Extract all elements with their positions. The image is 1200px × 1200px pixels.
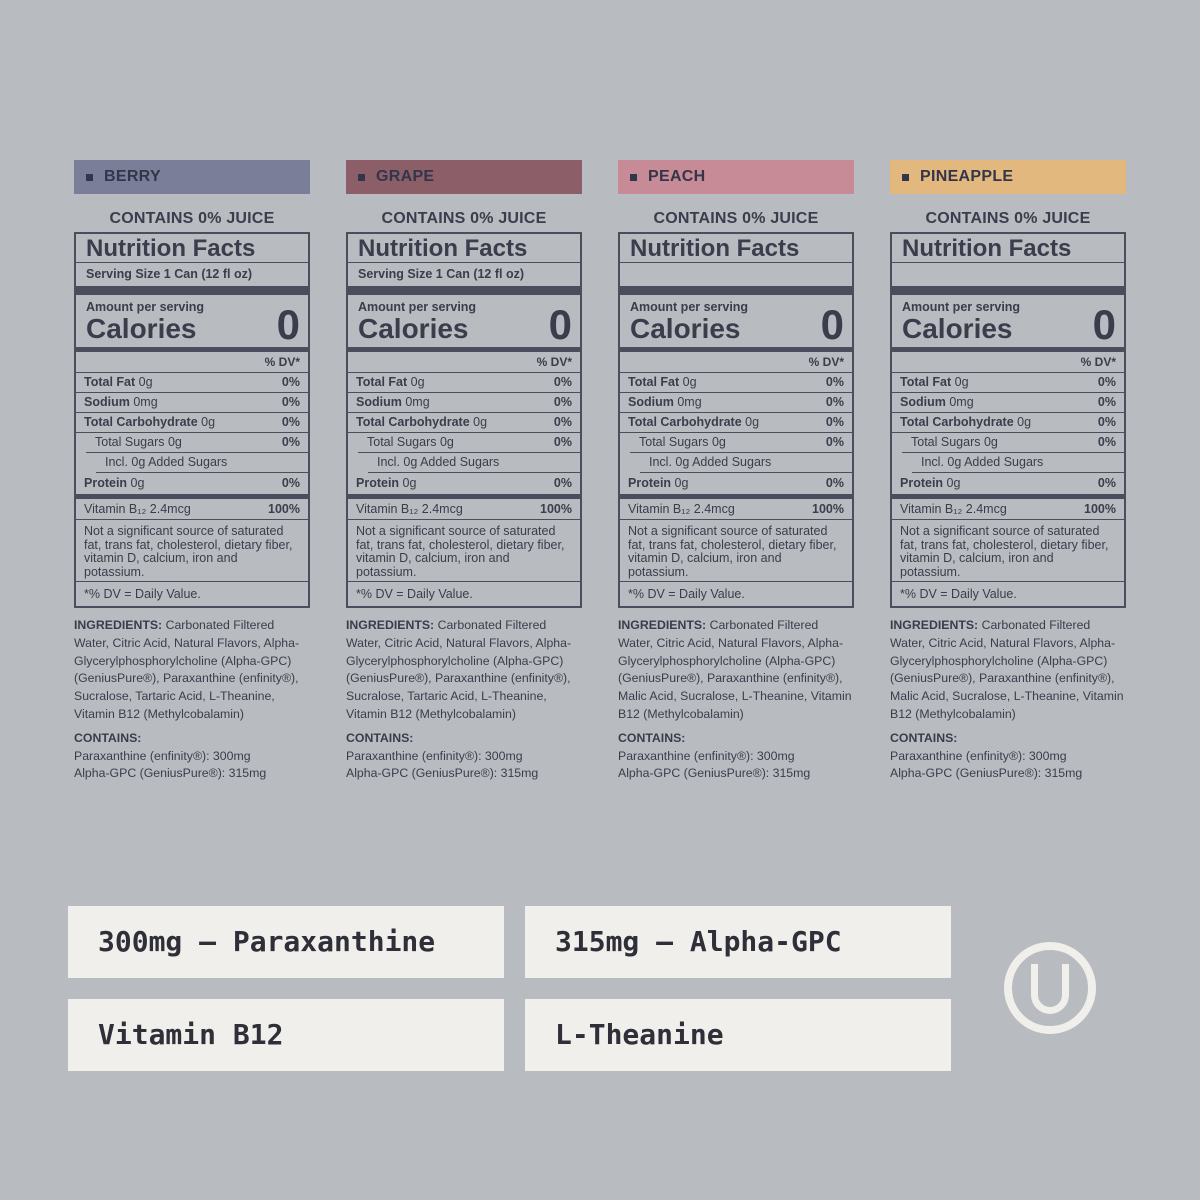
flavor-name: PEACH xyxy=(648,168,706,185)
nutrient-name: Incl. 0g Added Sugars xyxy=(649,455,772,469)
contains-label: CONTAINS: xyxy=(890,730,958,745)
nutrient-pct: 0% xyxy=(1097,375,1116,389)
vitamin-name: Vitamin B₁₂ 2.4mcg xyxy=(84,502,191,516)
nutrient-amount: 0g xyxy=(1017,415,1032,429)
nutrient-row xyxy=(912,453,1124,473)
nutrient-amount: 0g xyxy=(682,375,697,389)
nutrient-name: Total Sugars 0g xyxy=(95,435,182,449)
nutrient-name: Incl. 0g Added Sugars xyxy=(377,455,500,469)
amount-per-serving: Amount per serving xyxy=(358,300,477,314)
serving-size: Serving Size 1 Can (12 fl oz) xyxy=(86,267,253,281)
juice-statement: CONTAINS 0% JUICE xyxy=(925,210,1091,227)
vitamin-row xyxy=(76,499,308,520)
footnote: Not a significant source of saturated fat, trans fat, cholesterol, dietary fiber, vitamin D, calcium, iron and potassium. xyxy=(620,520,852,582)
nutrient-name: Sodium xyxy=(900,395,946,409)
nutrient-row xyxy=(358,433,580,453)
nutrient-pct: 0% xyxy=(281,415,300,429)
nutrient-pct: 0% xyxy=(553,395,572,409)
nutrient-row xyxy=(368,453,580,473)
square-icon xyxy=(358,174,365,181)
nutrient-pct: 0% xyxy=(281,435,300,449)
nutrient-name: Total Fat xyxy=(628,375,680,389)
divider xyxy=(348,286,580,295)
vitamin-name: Vitamin B₁₂ 2.4mcg xyxy=(356,502,463,516)
calories-label: Calories xyxy=(86,313,197,344)
nutrient-name: Total Sugars 0g xyxy=(367,435,454,449)
ingredients-text: Carbonated Filtered Water, Citric Acid, Natural Flavors, Alpha-Glycerylphosphorylcholine (Alpha-GPC) (GeniusPure®), Paraxanthine (enfinity®), Sucralose, Tartaric Acid, L-Theanine, Vitamin B12 (Methylcobalamin) xyxy=(346,618,572,721)
nutrient-name: Total Carbohydrate xyxy=(356,415,470,429)
nutrient-row xyxy=(76,393,308,413)
contains-line: Paraxanthine (enfinity®): 300mg xyxy=(346,748,523,763)
nutrient-name: Total Fat xyxy=(356,375,408,389)
nutrient-pct: 0% xyxy=(281,375,300,389)
nutrient-row xyxy=(76,373,308,393)
calories-value: 0 xyxy=(276,301,300,348)
nutrient-pct: 0% xyxy=(825,476,844,490)
divider xyxy=(620,286,852,295)
nutrient-name: Protein xyxy=(900,476,944,490)
nutrient-pct: 0% xyxy=(281,395,300,409)
contains-line: Paraxanthine (enfinity®): 300mg xyxy=(74,748,251,763)
nutrient-pct: 0% xyxy=(553,435,572,449)
nutrient-amount: 0g xyxy=(745,415,760,429)
nutrient-row xyxy=(620,373,852,393)
calories-label: Calories xyxy=(358,313,469,344)
calories-block xyxy=(620,295,852,352)
nutrient-pct: 0% xyxy=(825,395,844,409)
nutrient-pct: 0% xyxy=(1097,476,1116,490)
footnote: Not a significant source of saturated fat, trans fat, cholesterol, dietary fiber, vitamin D, calcium, iron and potassium. xyxy=(348,520,580,582)
nutrient-row xyxy=(348,393,580,413)
ingredients xyxy=(346,617,582,724)
amount-per-serving: Amount per serving xyxy=(630,300,749,314)
nutrient-amount: 0g xyxy=(954,375,969,389)
nutrient-row xyxy=(620,473,852,499)
nutrient-row xyxy=(96,453,308,473)
square-icon xyxy=(902,174,909,181)
serving-size xyxy=(620,263,852,286)
juice-statement: CONTAINS 0% JUICE xyxy=(381,210,547,227)
flavor-name: GRAPE xyxy=(376,168,435,185)
calories-block xyxy=(892,295,1124,352)
flavor-name: PINEAPPLE xyxy=(920,168,1014,185)
ingredients xyxy=(618,617,854,724)
nutrient-row xyxy=(892,373,1124,393)
contains-line: Paraxanthine (enfinity®): 300mg xyxy=(618,748,795,763)
nutrient-name: Total Fat xyxy=(900,375,952,389)
contains xyxy=(346,730,582,783)
nutrient-name: Incl. 0g Added Sugars xyxy=(921,455,1044,469)
vitamin-name: Vitamin B₁₂ 2.4mcg xyxy=(900,502,1007,516)
square-icon xyxy=(630,174,637,181)
nutrient-pct: 0% xyxy=(1097,395,1116,409)
dv-note: *% DV = Daily Value. xyxy=(84,587,201,601)
contains-line: Paraxanthine (enfinity®): 300mg xyxy=(890,748,1067,763)
nutrition-facts-title: Nutrition Facts xyxy=(76,234,308,263)
divider xyxy=(76,286,308,295)
ingredients-label: INGREDIENTS: xyxy=(890,618,979,632)
nutrient-row xyxy=(76,413,308,433)
dv-header: % DV* xyxy=(76,352,308,373)
nutrient-name: Protein xyxy=(356,476,400,490)
u-letter-icon xyxy=(1031,964,1069,1014)
nutrient-name: Total Sugars 0g xyxy=(911,435,998,449)
flavor-name: BERRY xyxy=(104,168,161,185)
amount-per-serving: Amount per serving xyxy=(902,300,1021,314)
nutrient-name: Incl. 0g Added Sugars xyxy=(105,455,228,469)
vitamin-pct: 100% xyxy=(268,502,300,516)
dv-note: *% DV = Daily Value. xyxy=(356,587,473,601)
nutrient-name: Sodium xyxy=(84,395,130,409)
ingredients-text: Carbonated Filtered Water, Citric Acid, Natural Flavors, Alpha-Glycerylphosphorylcholine (Alpha-GPC) (GeniusPure®), Paraxanthine (enfinity®), Sucralose, Tartaric Acid, L-Theanine, Vitamin B12 (Methylcobalamin) xyxy=(74,618,300,721)
nutrient-row xyxy=(892,473,1124,499)
dv-note: *% DV = Daily Value. xyxy=(900,587,1017,601)
calories-block xyxy=(348,295,580,352)
contains-line: Alpha-GPC (GeniusPure®): 315mg xyxy=(346,766,539,781)
serving-size xyxy=(892,263,1124,286)
divider xyxy=(892,286,1124,295)
nutrient-pct: 0% xyxy=(825,375,844,389)
nutrient-name: Protein xyxy=(84,476,128,490)
nutrient-pct: 0% xyxy=(825,415,844,429)
nutrient-name: Total Sugars 0g xyxy=(639,435,726,449)
chip-vitamin-b12: Vitamin B12 xyxy=(68,999,504,1071)
nutrient-amount: 0g xyxy=(674,476,689,490)
nutrient-amount: 0g xyxy=(946,476,961,490)
nutrient-name: Total Fat xyxy=(84,375,136,389)
flavor-header xyxy=(618,160,854,194)
nutrition-panel-peach xyxy=(618,160,854,783)
nutrient-row xyxy=(348,473,580,499)
nutrition-panel-grape xyxy=(346,160,582,783)
vitamin-pct: 100% xyxy=(812,502,844,516)
contains xyxy=(618,730,854,783)
nutrition-panel-pineapple xyxy=(890,160,1126,783)
nutrient-name: Sodium xyxy=(356,395,402,409)
calories-block xyxy=(76,295,308,352)
calories-value: 0 xyxy=(1092,301,1116,348)
contains-line: Alpha-GPC (GeniusPure®): 315mg xyxy=(618,766,811,781)
nutrient-row xyxy=(348,413,580,433)
nutrient-pct: 0% xyxy=(553,476,572,490)
nutrition-facts-box xyxy=(74,232,310,608)
nutrition-facts-box xyxy=(618,232,854,608)
flavor-header xyxy=(74,160,310,194)
nutrient-amount: 0g xyxy=(138,375,153,389)
vitamin-row xyxy=(348,499,580,520)
juice-statement: CONTAINS 0% JUICE xyxy=(653,210,819,227)
nutrient-row xyxy=(640,453,852,473)
nutrient-pct: 0% xyxy=(281,476,300,490)
nutrient-name: Total Carbohydrate xyxy=(628,415,742,429)
nutrient-name: Protein xyxy=(628,476,672,490)
ingredients xyxy=(890,617,1126,724)
nutrient-row xyxy=(892,413,1124,433)
nutrition-panel-berry xyxy=(74,160,310,783)
vitamin-pct: 100% xyxy=(1084,502,1116,516)
nutrient-row xyxy=(630,433,852,453)
vitamin-row xyxy=(620,499,852,520)
nutrient-row xyxy=(86,433,308,453)
nutrient-name: Total Carbohydrate xyxy=(900,415,1014,429)
nutrient-row xyxy=(892,393,1124,413)
dv-header: % DV* xyxy=(620,352,852,373)
contains-label: CONTAINS: xyxy=(74,730,142,745)
nutrient-amount: 0g xyxy=(201,415,216,429)
nutrient-row xyxy=(620,393,852,413)
nutrition-facts-box xyxy=(890,232,1126,608)
nutrient-row xyxy=(348,373,580,393)
contains-line: Alpha-GPC (GeniusPure®): 315mg xyxy=(74,766,267,781)
nutrient-pct: 0% xyxy=(825,435,844,449)
vitamin-name: Vitamin B₁₂ 2.4mcg xyxy=(628,502,735,516)
nutrient-amount: 0g xyxy=(402,476,417,490)
nutrient-name: Total Carbohydrate xyxy=(84,415,198,429)
nutrient-row xyxy=(902,433,1124,453)
ingredients-text: Carbonated Filtered Water, Citric Acid, Natural Flavors, Alpha-Glycerylphosphorylcholine (Alpha-GPC) (GeniusPure®), Paraxanthine (enfinity®), Malic Acid, Sucralose, L-Theanine, Vitamin B12 (Methylcobalamin) xyxy=(618,618,852,721)
contains xyxy=(74,730,310,783)
calories-label: Calories xyxy=(902,313,1013,344)
ou-kosher-icon xyxy=(1004,942,1096,1034)
vitamin-row xyxy=(892,499,1124,520)
flavor-header xyxy=(890,160,1126,194)
nutrient-pct: 0% xyxy=(553,415,572,429)
footnote: Not a significant source of saturated fat, trans fat, cholesterol, dietary fiber, vitamin D, calcium, iron and potassium. xyxy=(76,520,308,582)
chip-paraxanthine: 300mg — Paraxanthine xyxy=(68,906,504,978)
nutrient-row xyxy=(76,473,308,499)
calories-label: Calories xyxy=(630,313,741,344)
footnote: Not a significant source of saturated fat, trans fat, cholesterol, dietary fiber, vitamin D, calcium, iron and potassium. xyxy=(892,520,1124,582)
nutrient-amount: 0g xyxy=(410,375,425,389)
nutrition-facts-title: Nutrition Facts xyxy=(348,234,580,263)
ingredients-label: INGREDIENTS: xyxy=(618,618,707,632)
contains xyxy=(890,730,1126,783)
nutrient-pct: 0% xyxy=(553,375,572,389)
ingredients-label: INGREDIENTS: xyxy=(74,618,163,632)
nutrient-amount: 0g xyxy=(130,476,145,490)
dv-note: *% DV = Daily Value. xyxy=(628,587,745,601)
ingredients-label: INGREDIENTS: xyxy=(346,618,435,632)
chip-l-theanine: L-Theanine xyxy=(525,999,951,1071)
nutrient-amount: 0mg xyxy=(677,395,702,409)
ingredients xyxy=(74,617,310,724)
dv-header: % DV* xyxy=(892,352,1124,373)
flavor-header xyxy=(346,160,582,194)
dv-header: % DV* xyxy=(348,352,580,373)
ingredients-text: Carbonated Filtered Water, Citric Acid, Natural Flavors, Alpha-Glycerylphosphorylcholine (Alpha-GPC) (GeniusPure®), Paraxanthine (enfinity®), Malic Acid, Sucralose, L-Theanine, Vitamin B12 (Methylcobalamin) xyxy=(890,618,1124,721)
vitamin-pct: 100% xyxy=(540,502,572,516)
nutrient-pct: 0% xyxy=(1097,435,1116,449)
nutrition-facts-title: Nutrition Facts xyxy=(620,234,852,263)
nutrition-facts-title: Nutrition Facts xyxy=(892,234,1124,263)
nutrient-amount: 0g xyxy=(473,415,488,429)
nutrient-amount: 0mg xyxy=(133,395,158,409)
nutrient-name: Sodium xyxy=(628,395,674,409)
amount-per-serving: Amount per serving xyxy=(86,300,205,314)
juice-statement: CONTAINS 0% JUICE xyxy=(109,210,275,227)
serving-size: Serving Size 1 Can (12 fl oz) xyxy=(358,267,525,281)
nutrient-amount: 0mg xyxy=(949,395,974,409)
calories-value: 0 xyxy=(548,301,572,348)
contains-label: CONTAINS: xyxy=(346,730,414,745)
nutrient-amount: 0mg xyxy=(405,395,430,409)
calories-value: 0 xyxy=(820,301,844,348)
nutrient-pct: 0% xyxy=(1097,415,1116,429)
contains-line: Alpha-GPC (GeniusPure®): 315mg xyxy=(890,766,1083,781)
nutrition-facts-box xyxy=(346,232,582,608)
nutrient-row xyxy=(620,413,852,433)
contains-label: CONTAINS: xyxy=(618,730,686,745)
square-icon xyxy=(86,174,93,181)
chip-alpha-gpc: 315mg — Alpha-GPC xyxy=(525,906,951,978)
